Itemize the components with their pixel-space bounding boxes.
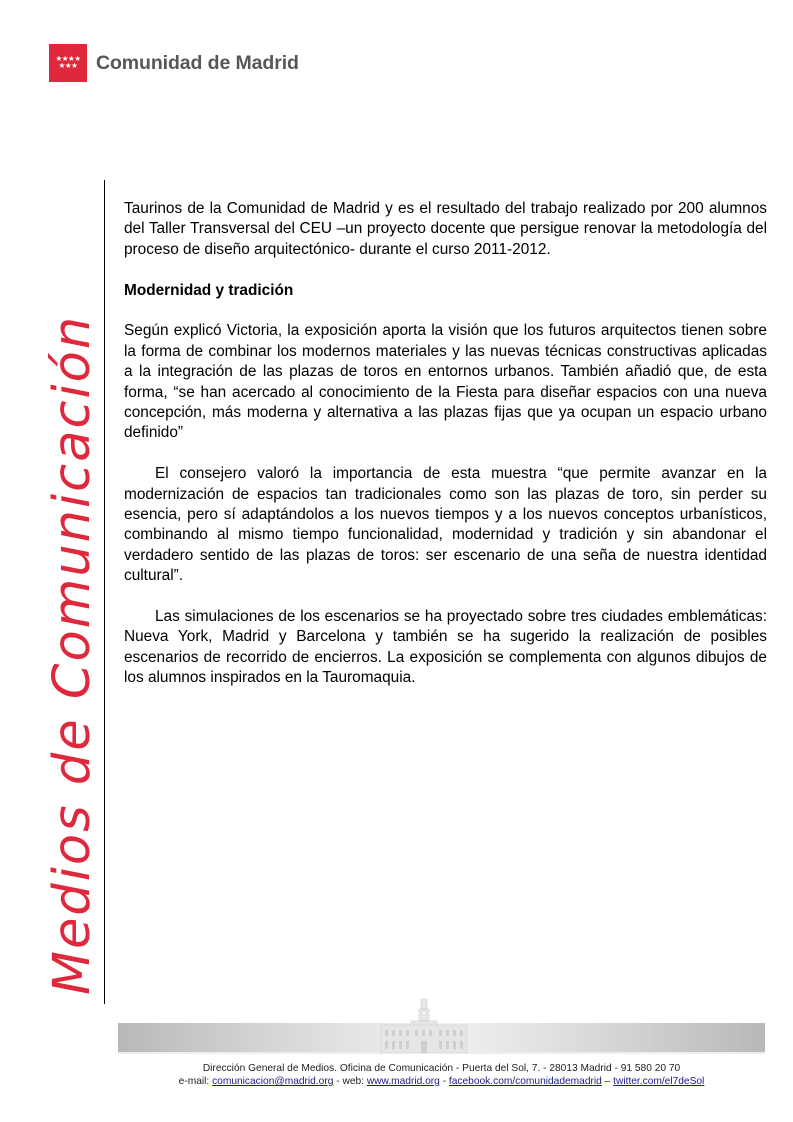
email-link[interactable]: comunicacion@madrid.org xyxy=(212,1076,334,1087)
twitter-link[interactable]: twitter.com/el7deSol xyxy=(613,1076,705,1087)
stars-top-row: ★★★★ xyxy=(55,54,81,63)
separator: - xyxy=(439,1076,449,1087)
separator: – xyxy=(601,1076,614,1087)
footer-contact xyxy=(118,1062,765,1088)
sidebar-title: Medios de Comunicación xyxy=(43,314,102,995)
clock xyxy=(422,1011,427,1016)
sidebar-divider xyxy=(104,180,105,1004)
separator: - web: xyxy=(333,1076,367,1087)
brand-name: Comunidad de Madrid xyxy=(96,51,299,74)
brand-logo xyxy=(49,44,299,82)
real-casa-de-correos-building-icon xyxy=(379,997,469,1053)
tower-top xyxy=(421,999,427,1009)
email-label: e-mail: xyxy=(178,1076,213,1087)
footer-address: Dirección General de Medios. Oficina de Comunicación - Puerta del Sol, 7. - 28013 Madrid - 91 580 20 70 xyxy=(202,1063,681,1074)
body-paragraph: Según explicó Victoria, la exposición aporta la visión que los futuros arquitectos tienen sobre la forma de combinar los modernos materiales y las nuevas técnicas constructivas aplicadas a la integración de las plazas de toros en entornos urbanos. También añadió que, de esta forma, “se han acercado al conocimiento de la Fiesta para diseñar espacios con una nueva concepción, más moderna y alternativa a las plazas fijas que ya ocupan un espacio urbano definido” xyxy=(124,322,767,442)
document-body xyxy=(124,199,767,709)
stars-bottom-row: ★★★ xyxy=(58,61,78,70)
body-paragraph: El consejero valoró la importancia de esta muestra “que permite avanzar en la modernización de espacios tan tradicionales como son las plazas de toro, sin perder su esencia, pero sí adaptándolos a los nuevos tiempos y a los nuevos conceptos urbanísticos, combinando al mismo tiempo funcionalidad, modernidad y tradición y sin abandonar el verdadero sentido de las plazas de toros: ser escenario de una seña de nuestra identidad cultural”. xyxy=(124,465,767,585)
footer-links xyxy=(118,1075,765,1088)
body-paragraph: Las simulaciones de los escenarios se ha proyectado sobre tres ciudades emblemáticas: Nueva York, Madrid y Barcelona y también se ha sugerido la realización de posibles escenarios de recorrido de encierros. La exposición se complementa con algunos dibujos de los alumnos inspirados en la Tauromaquia. xyxy=(124,608,767,687)
stars-icon xyxy=(49,55,87,69)
web-link[interactable]: www.madrid.org xyxy=(366,1076,440,1087)
intro-paragraph: Taurinos de la Comunidad de Madrid y es el resultado del trabajo realizado por 200 alumnos del Taller Transversal del CEU –un proyecto docente que persigue renovar la metodología del proceso de diseño arquitectónico- durante el curso 2011-2012. xyxy=(124,200,767,258)
facebook-link[interactable]: facebook.com/comunidademadrid xyxy=(448,1076,602,1087)
madrid-seven-stars-icon xyxy=(49,44,87,82)
section-heading: Modernidad y tradición xyxy=(124,281,294,299)
